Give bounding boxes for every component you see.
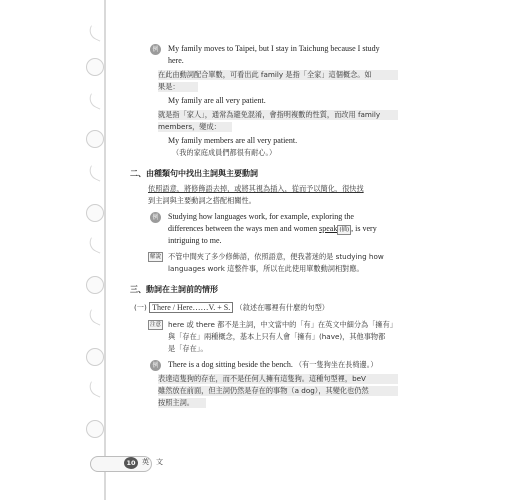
example-text: My family members are all very patient. xyxy=(168,136,298,145)
example-text-segment: , is very xyxy=(351,224,377,233)
explanation-text: 就是指「家人」，通常為避免混淆，會指明複數的性質，而改用 family xyxy=(158,110,398,120)
binding-hook-icon xyxy=(86,25,104,41)
note-tag: 解說 xyxy=(150,254,162,260)
pattern-box: There / Here……V. + S. xyxy=(149,302,233,313)
binding-hook-icon xyxy=(86,309,104,325)
example-text: Studying how languages work, for example, exploring the xyxy=(168,212,354,221)
note-text: 與「存在」兩種概念，基本上只有人會「擁有」(have)，其他事物都 xyxy=(168,332,386,341)
example-badge-icon: 例 xyxy=(150,360,161,371)
note-text: languages work 這整件事，所以在此使用單數動詞相對應。 xyxy=(168,264,364,273)
note-tag: 注意 xyxy=(150,322,162,328)
example-text xyxy=(168,224,377,235)
note-text: here 或 there 都不是主詞，中文當中的「有」在英文中細分為「擁有」 xyxy=(168,320,397,329)
binding-ring-icon xyxy=(86,420,104,438)
binding-hook-icon xyxy=(86,93,104,109)
body-text xyxy=(148,184,364,194)
subheading xyxy=(134,302,329,313)
page-number: 10 xyxy=(124,457,138,469)
binding-ring-icon xyxy=(86,58,104,76)
binding-hook-icon xyxy=(86,165,104,181)
subheading-desc: （敘述在哪裡有什麼的句型） xyxy=(235,303,329,312)
binding-hook-icon xyxy=(86,237,104,253)
example-text-segment: differences between the ways men and women xyxy=(168,224,318,233)
note-text: 不管中間夾了多少修飾語，依照語意，便我著迷的是 studying how xyxy=(168,252,384,261)
example-text: My family are all very patient. xyxy=(168,96,266,105)
binding-ring-icon xyxy=(86,130,104,148)
example-text: intriguing to me. xyxy=(168,236,222,245)
note-text: 是「存在」。 xyxy=(168,344,208,353)
example-text: My family moves to Taipei, but I stay in Taichung because I study xyxy=(168,44,380,53)
explanation-text: 果是： xyxy=(158,82,198,92)
translation-text: （我的家庭成員們都很有耐心。） xyxy=(172,148,277,157)
example-text: here. xyxy=(168,56,184,65)
example-badge-icon: 例 xyxy=(150,212,161,223)
explanation-text: members，變成： xyxy=(158,122,232,132)
subject-label: 英 文 xyxy=(142,458,163,466)
explanation-text: 按照主詞。 xyxy=(158,398,206,408)
binding-ring-icon xyxy=(86,348,104,366)
section-heading: 三、動詞在主詞前的情形 xyxy=(130,285,218,294)
binding-hook-icon xyxy=(86,381,104,397)
example-badge-icon: 例 xyxy=(150,44,161,55)
binding-ring-icon xyxy=(86,204,104,222)
insert-tag: (插) xyxy=(339,227,350,233)
example-highlight: speak xyxy=(319,224,338,233)
page-footer xyxy=(90,456,390,472)
subheading-prefix: (一) xyxy=(134,303,147,312)
binding-ring-icon xyxy=(86,276,104,294)
explanation-text: 在此由動詞配合單數，可看出此 family 是指「全家」這個概念。如 xyxy=(158,70,398,80)
explanation-text: 表達這隻狗的存在，而不是任何人擁有這隻狗。這種句型裡，beV xyxy=(158,374,398,384)
binding-rail xyxy=(104,0,106,500)
binding-decoration xyxy=(0,0,112,500)
emphasis-text: 依照語意，將修飾語去掉，或將其視為插入，從而予以簡化，很快找 xyxy=(148,184,364,193)
body-text: 到主詞與主要動詞之搭配相關性。 xyxy=(148,196,256,205)
example-text xyxy=(168,360,378,370)
section-heading: 二、由種類句中找出主詞與主要動詞 xyxy=(130,169,258,178)
example-sentence: There is a dog sitting beside the bench. xyxy=(168,360,293,369)
explanation-text: 雖然放在前面，但主詞仍然是存在的事物（a dog），其變化也仍然 xyxy=(158,386,398,396)
translation-text: （有一隻狗坐在長椅邊。） xyxy=(294,360,378,369)
